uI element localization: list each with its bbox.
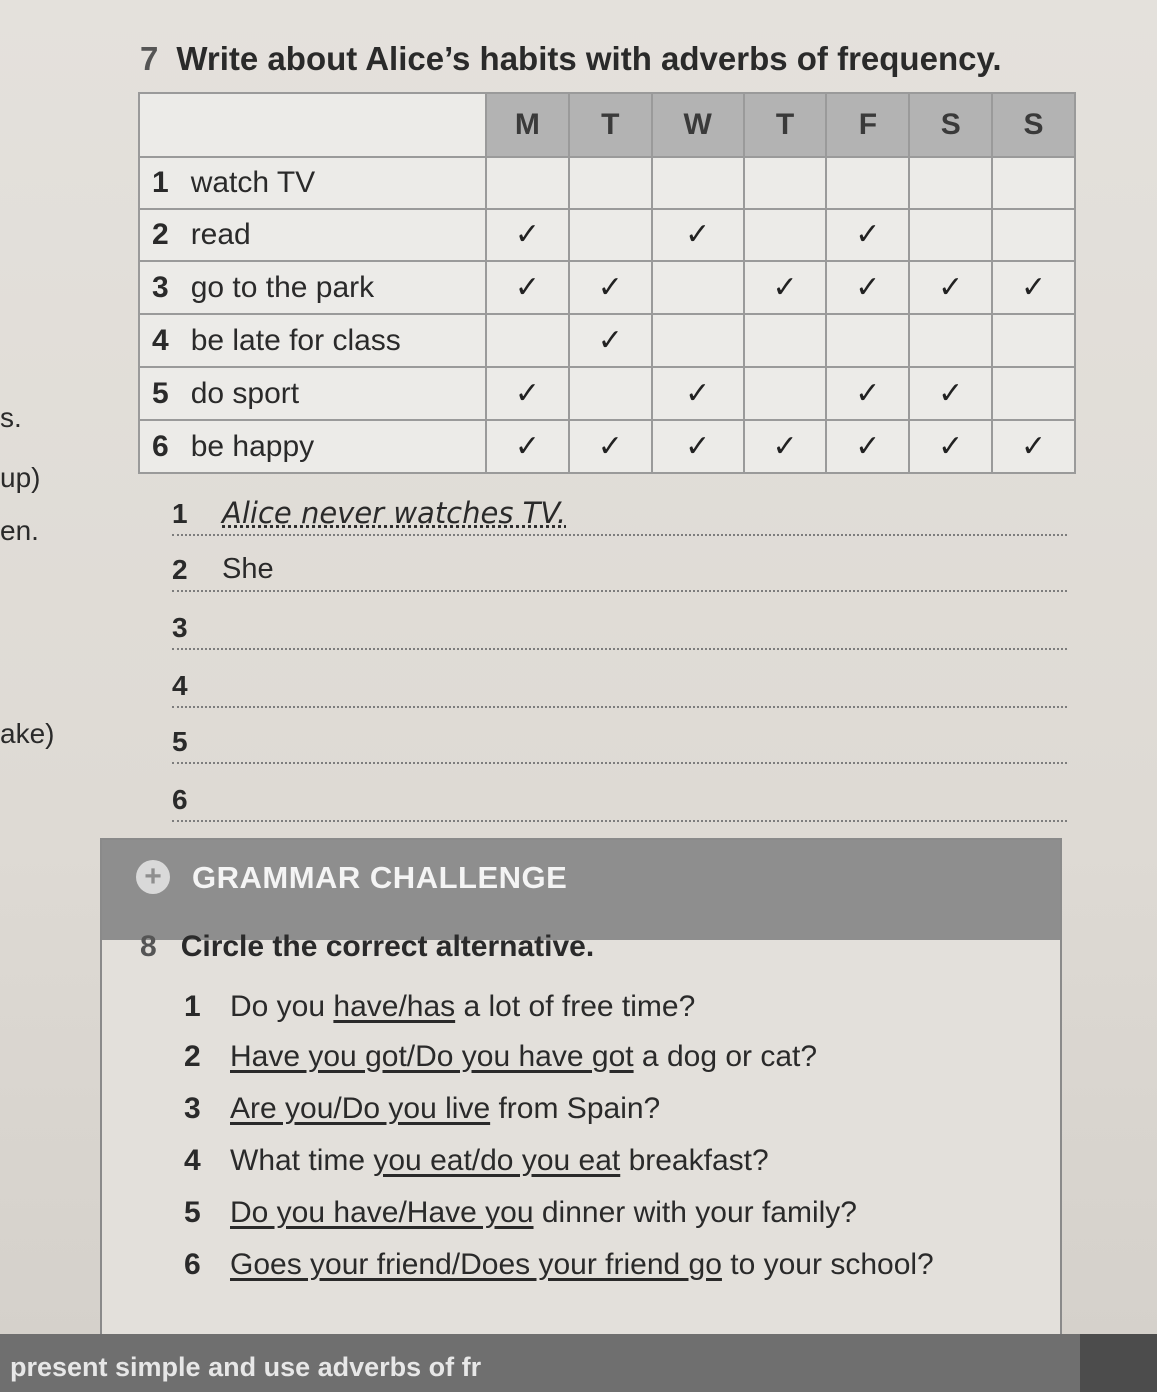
exercise-number: 7 [140, 40, 159, 77]
habit-number: 4 [152, 323, 169, 357]
answer-line[interactable] [172, 774, 1067, 822]
habit-row [139, 367, 1075, 420]
margin-fragment: up) [0, 462, 41, 493]
day-header: F [826, 93, 909, 157]
empty-cell [569, 209, 652, 262]
grammar-item [184, 1144, 769, 1178]
empty-cell [652, 157, 744, 209]
day-header: W [652, 93, 744, 157]
day-header-row [139, 93, 1075, 157]
footer-text: present simple and use adverbs of fr [10, 1352, 482, 1382]
day-header: S [992, 93, 1075, 157]
grammar-challenge-label: GRAMMAR CHALLENGE [192, 860, 568, 895]
day-header: M [486, 93, 569, 157]
empty-cell [992, 367, 1075, 420]
empty-cell [992, 157, 1075, 209]
empty-cell [992, 209, 1075, 262]
exercise-instruction: Circle the correct alternative. [180, 930, 595, 963]
item-text-after: dinner with your family? [533, 1196, 857, 1229]
alternative-choice[interactable]: Are you/Do you live [230, 1092, 491, 1125]
grammar-challenge-box [100, 838, 1062, 1372]
item-text-before: What time [230, 1144, 374, 1177]
empty-cell [909, 209, 992, 262]
empty-cell [652, 261, 744, 314]
habit-row [139, 261, 1075, 314]
empty-cell [909, 314, 992, 367]
check-mark-icon: ✓ [826, 420, 909, 473]
habit-number: 2 [152, 217, 169, 251]
habits-table [138, 92, 1076, 474]
habit-number: 1 [152, 165, 169, 199]
habit-number: 6 [152, 429, 169, 463]
answer-number: 3 [172, 612, 188, 643]
check-mark-icon: ✓ [826, 209, 909, 262]
check-mark-icon: ✓ [826, 261, 909, 314]
habit-activity [139, 367, 486, 420]
check-mark-icon: ✓ [569, 261, 652, 314]
alternative-choice[interactable]: Do you have/Have you [230, 1196, 534, 1229]
margin-fragment: en. [0, 515, 39, 546]
day-header: T [744, 93, 827, 157]
item-number: 1 [184, 990, 201, 1023]
plus-icon: + [136, 860, 170, 894]
answer-number: 5 [172, 726, 188, 757]
check-mark-icon: ✓ [992, 261, 1075, 314]
answer-number: 4 [172, 670, 188, 701]
item-text-after: to your school? [721, 1248, 934, 1281]
page-edge [1080, 1334, 1157, 1392]
habit-row [139, 209, 1075, 262]
habit-label: watch TV [190, 165, 316, 199]
check-mark-icon: ✓ [569, 314, 652, 367]
empty-cell [992, 314, 1075, 367]
empty-cell [744, 157, 827, 209]
answer-line[interactable] [172, 716, 1067, 764]
table-corner [139, 93, 486, 157]
check-mark-icon: ✓ [486, 261, 569, 314]
item-text-before: Do you [230, 990, 334, 1023]
empty-cell [652, 314, 744, 367]
answer-line[interactable] [172, 660, 1067, 708]
habit-activity [139, 157, 486, 209]
item-number: 2 [184, 1040, 201, 1073]
grammar-item [184, 1092, 660, 1126]
habit-label: be happy [190, 429, 315, 463]
check-mark-icon: ✓ [652, 209, 744, 262]
answer-line[interactable] [172, 544, 1067, 592]
answer-line[interactable] [172, 488, 1067, 536]
empty-cell [744, 314, 827, 367]
check-mark-icon: ✓ [652, 367, 744, 420]
grammar-challenge-header [102, 840, 1060, 940]
empty-cell [744, 209, 827, 262]
exercise-8-heading [140, 930, 594, 964]
alternative-choice[interactable]: you eat/do you eat [373, 1144, 621, 1177]
habit-label: read [190, 217, 251, 251]
check-mark-icon: ✓ [909, 420, 992, 473]
empty-cell [569, 367, 652, 420]
habit-label: go to the park [190, 270, 375, 304]
empty-cell [909, 157, 992, 209]
grammar-item [184, 1040, 817, 1074]
answer-text: She [222, 553, 274, 585]
item-text-after: from Spain? [490, 1092, 661, 1125]
check-mark-icon: ✓ [744, 261, 827, 314]
day-header: T [569, 93, 652, 157]
item-text-after: a dog or cat? [633, 1040, 818, 1073]
habit-number: 3 [152, 270, 169, 304]
answer-number: 1 [172, 498, 188, 529]
item-number: 4 [184, 1144, 201, 1177]
check-mark-icon: ✓ [909, 261, 992, 314]
habit-activity [139, 314, 486, 367]
check-mark-icon: ✓ [569, 420, 652, 473]
habit-row [139, 314, 1075, 367]
empty-cell [569, 157, 652, 209]
exercise-instruction: Write about Alice’s habits with adverbs of frequency. [176, 40, 1002, 77]
item-number: 6 [184, 1248, 201, 1281]
check-mark-icon: ✓ [992, 420, 1075, 473]
item-number: 3 [184, 1092, 201, 1125]
answer-text: Alice never watches TV. [222, 496, 567, 530]
empty-cell [486, 314, 569, 367]
habit-row [139, 157, 1075, 209]
exercise-number: 8 [140, 930, 157, 963]
alternative-choice[interactable]: Goes your friend/Does your friend go [230, 1248, 722, 1281]
habit-number: 5 [152, 376, 169, 410]
answer-number: 2 [172, 554, 188, 585]
grammar-item [184, 1248, 934, 1282]
habit-activity [139, 261, 486, 314]
margin-fragment: s. [0, 402, 22, 433]
item-text-after: breakfast? [620, 1144, 769, 1177]
empty-cell [826, 314, 909, 367]
check-mark-icon: ✓ [486, 420, 569, 473]
habit-activity [139, 420, 486, 473]
empty-cell [744, 367, 827, 420]
day-header: S [909, 93, 992, 157]
habit-label: be late for class [190, 323, 401, 357]
empty-cell [486, 157, 569, 209]
grammar-item [184, 990, 695, 1024]
exercise-7-heading [140, 40, 1002, 78]
habit-activity [139, 209, 486, 262]
check-mark-icon: ✓ [486, 367, 569, 420]
alternative-choice[interactable]: Have you got/Do you have got [230, 1040, 634, 1073]
check-mark-icon: ✓ [744, 420, 827, 473]
habit-label: do sport [190, 376, 300, 410]
check-mark-icon: ✓ [909, 367, 992, 420]
answer-line[interactable] [172, 602, 1067, 650]
item-text-after: a lot of free time? [455, 990, 696, 1023]
alternative-choice[interactable]: have/has [333, 990, 456, 1023]
grammar-item [184, 1196, 857, 1230]
check-mark-icon: ✓ [652, 420, 744, 473]
habit-row [139, 420, 1075, 473]
margin-fragment: ake) [0, 718, 55, 749]
check-mark-icon: ✓ [486, 209, 569, 262]
check-mark-icon: ✓ [826, 367, 909, 420]
item-number: 5 [184, 1196, 201, 1229]
empty-cell [826, 157, 909, 209]
answer-number: 6 [172, 784, 188, 815]
